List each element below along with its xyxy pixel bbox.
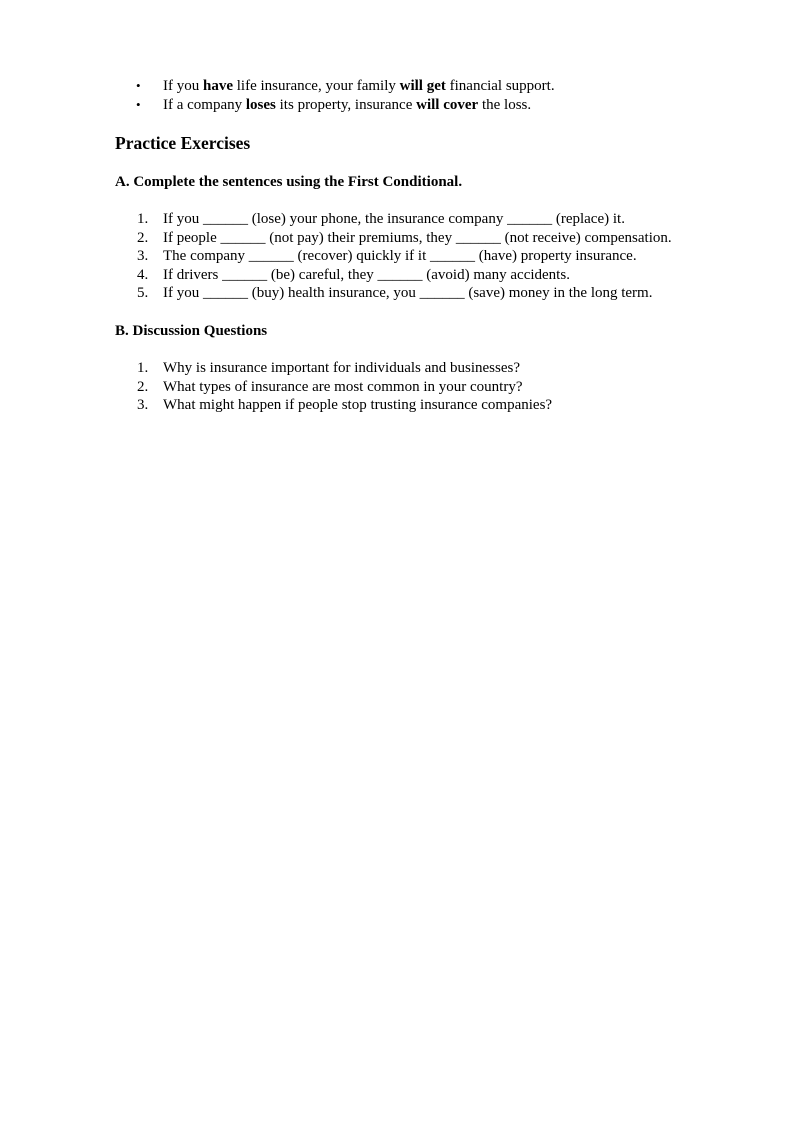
- question-item: [115, 396, 552, 415]
- exercise-text: If people ______ (not pay) their premiums, they ______ (not receive) compensation.: [163, 229, 672, 246]
- item-number: 4.: [137, 266, 149, 283]
- example-text: [163, 97, 531, 113]
- bullet-icon: •: [136, 78, 141, 93]
- item-number: 5.: [137, 285, 149, 301]
- section-a-heading: A. Complete the sentences using the First Conditional.: [115, 174, 463, 190]
- section-b-heading: B. Discussion Questions: [115, 323, 268, 339]
- question-item: [115, 378, 552, 397]
- section-b-list: [115, 359, 552, 415]
- example-fragment: its property, insurance: [275, 96, 417, 113]
- item-number: 1.: [137, 211, 149, 227]
- item-number: 2.: [137, 229, 149, 246]
- emphasized-verb: have: [203, 78, 233, 94]
- emphasized-verb: loses: [245, 96, 276, 113]
- exercise-text: If you ______ (lose) your phone, the insurance company ______ (replace) it.: [163, 211, 625, 227]
- example-fragment: financial support.: [445, 78, 555, 94]
- example-fragment: If a company: [163, 96, 246, 113]
- exercise-text: The company ______ (recover) quickly if it ______ (have) property insurance.: [163, 248, 637, 264]
- exercise-text: If you ______ (buy) health insurance, you ______ (save) money in the long term.: [163, 285, 653, 301]
- exercise-item: [115, 210, 672, 229]
- example-fragment: life insurance, your family: [233, 78, 400, 94]
- section-a-list: [115, 210, 672, 303]
- exercise-item: [115, 229, 672, 248]
- exercise-item: [115, 284, 672, 303]
- emphasized-verb: will cover: [416, 96, 479, 113]
- exercise-text: If drivers ______ (be) careful, they ______ (avoid) many accidents.: [163, 266, 570, 283]
- item-number: 1.: [137, 360, 149, 376]
- practice-exercises-heading: Practice Exercises: [115, 133, 251, 153]
- emphasized-verb: will get: [399, 78, 446, 94]
- bullet-icon: •: [136, 96, 141, 112]
- example-text: [163, 78, 555, 94]
- item-number: 3.: [137, 248, 149, 264]
- item-number: 3.: [137, 397, 149, 413]
- example-item: [115, 96, 555, 115]
- question-item: [115, 359, 552, 378]
- item-number: 2.: [137, 378, 149, 395]
- question-text: What might happen if people stop trusting insurance companies?: [163, 397, 553, 413]
- exercise-item: [115, 247, 672, 266]
- conditional-examples-list: [115, 77, 555, 114]
- exercise-item: [115, 266, 672, 285]
- question-text: What types of insurance are most common in your country?: [163, 378, 523, 395]
- example-item: [115, 77, 555, 96]
- question-text: Why is insurance important for individuals and businesses?: [163, 360, 521, 376]
- example-fragment: If you: [163, 78, 203, 94]
- example-fragment: the loss.: [478, 96, 532, 113]
